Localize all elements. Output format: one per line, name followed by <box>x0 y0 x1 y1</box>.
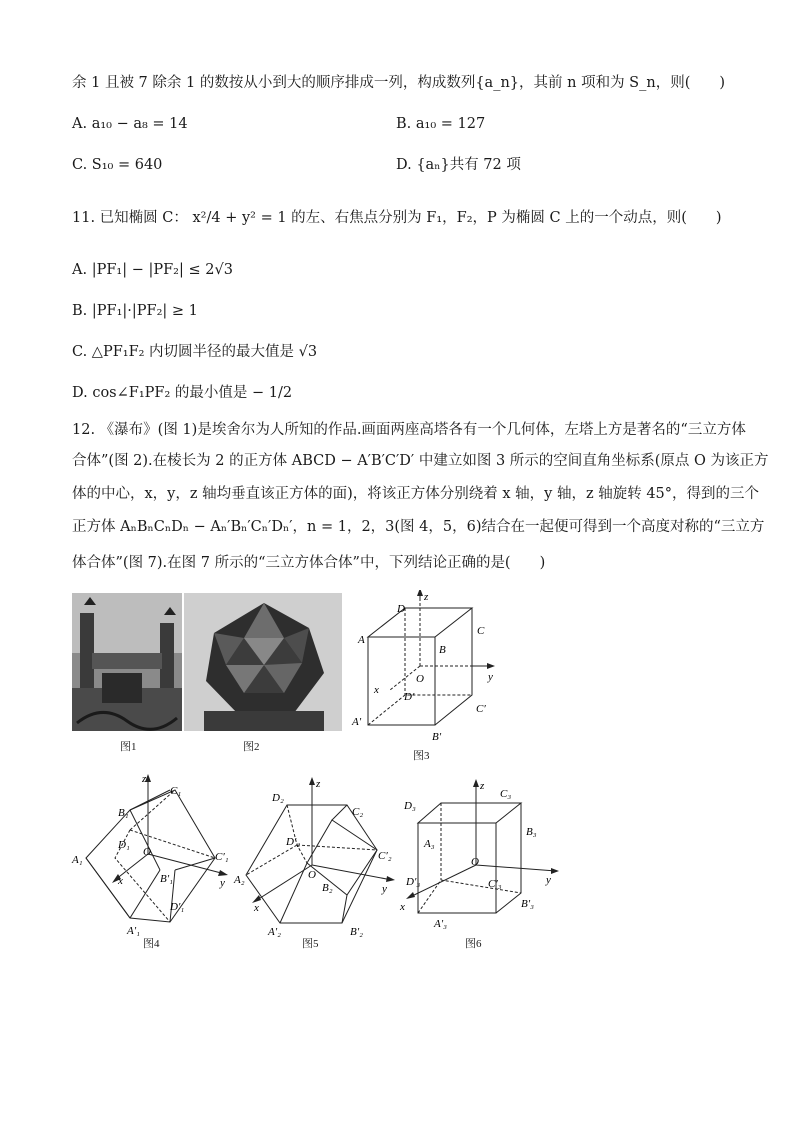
svg-text:C: C <box>477 625 485 637</box>
figure-4-caption: 图4 <box>143 938 160 950</box>
svg-text:A₂: A₂ <box>234 874 245 886</box>
svg-text:B₂: B₂ <box>322 882 333 894</box>
svg-text:C₃: C₃ <box>500 788 512 800</box>
svg-text:C′: C′ <box>476 703 486 715</box>
figure-6-rotated-cube-z <box>396 775 566 940</box>
svg-text:A₁: A₁ <box>72 854 83 866</box>
svg-text:A′₁: A′₁ <box>127 925 140 937</box>
svg-text:x: x <box>254 902 259 914</box>
q12-line-1: 12. 《瀑布》(图 1)是埃舍尔为人所知的作品.画面两座高塔各有一个几何体，左塔上方是著名的“三立方体 <box>72 422 746 438</box>
svg-text:B′₂: B′₂ <box>350 926 363 938</box>
svg-text:x: x <box>118 875 123 887</box>
figure-1-caption: 图1 <box>120 741 137 753</box>
figure-5-rotated-cube-y <box>232 775 402 940</box>
q12-line-3: 体的中心，x，y，z 轴均垂直该正方体的面)，将该正方体分别绕着 x 轴，y 轴，z 轴旋转 45°，得到的三个 <box>72 486 760 502</box>
svg-text:B′₁: B′₁ <box>160 873 173 885</box>
svg-text:A₃: A₃ <box>424 838 435 850</box>
svg-text:C′₃: C′₃ <box>488 878 502 890</box>
figure-6-caption: 图6 <box>465 938 482 950</box>
svg-text:D′₂: D′₂ <box>286 836 301 848</box>
svg-text:y: y <box>220 877 225 889</box>
svg-text:x: x <box>374 684 379 696</box>
figure-2-compound-image <box>184 593 342 731</box>
svg-text:D₂: D₂ <box>272 792 284 804</box>
q11-option-c: C. △PF₁F₂ 内切圆半径的最大值是 √3 <box>72 344 318 360</box>
svg-text:C′₂: C′₂ <box>378 850 392 862</box>
q10-option-c: C. S₁₀ = 640 <box>72 157 163 173</box>
svg-text:z: z <box>316 778 321 790</box>
q10-option-b: B. a₁₀ = 127 <box>396 116 486 132</box>
svg-text:D′₁: D′₁ <box>170 901 185 913</box>
q10-option-a: A. a₁₀ − a₈ = 14 <box>72 116 188 132</box>
svg-text:B₃: B₃ <box>526 826 537 838</box>
figure-1-waterfall-image <box>72 593 182 731</box>
figure-3-caption: 图3 <box>413 750 430 762</box>
svg-text:O: O <box>471 856 479 868</box>
svg-text:C₂: C₂ <box>352 806 364 818</box>
q12-line-2: 合体”(图 2).在棱长为 2 的正方体 ABCD − A′B′C′D′ 中建立如图 3 所示的空间直角坐标系(原点 O 为该正方 <box>72 453 769 469</box>
svg-text:A′₂: A′₂ <box>268 926 281 938</box>
svg-text:A: A <box>358 634 365 646</box>
svg-text:C′₁: C′₁ <box>215 851 229 863</box>
q12-line-4: 正方体 AₙBₙCₙDₙ − Aₙ′Bₙ′Cₙ′Dₙ′，n = 1，2，3(图 4，5，6)结合在一起便可得到一个高度对称的“三立方 <box>72 519 765 535</box>
figure-3-cube-diagram <box>350 590 510 760</box>
svg-text:z: z <box>424 591 429 603</box>
figure-4-rotated-cube-x <box>70 770 240 945</box>
q12-line-5: 体合体”(图 7).在图 7 所示的“三立方体合体”中，下列结论正确的是( ) <box>72 555 546 571</box>
svg-text:B′₃: B′₃ <box>521 898 534 910</box>
q10-stem: 余 1 且被 7 除余 1 的数按从小到大的顺序排成一列，构成数列{a_n}，其前 n 项和为 S_n，则( ) <box>72 75 726 91</box>
svg-text:C₁: C₁ <box>170 785 182 797</box>
svg-text:D: D <box>397 603 405 615</box>
figure-5-caption: 图5 <box>302 938 319 950</box>
q11-option-d: D. cos∠F₁PF₂ 的最小值是 − 1/2 <box>72 385 293 401</box>
q11-option-b: B. |PF₁|·|PF₂| ≥ 1 <box>72 303 198 319</box>
svg-text:x: x <box>400 901 405 913</box>
figure-2-caption: 图2 <box>243 741 260 753</box>
svg-text:A′: A′ <box>352 716 362 728</box>
q10-option-d: D. {aₙ}共有 72 项 <box>396 157 521 173</box>
svg-text:O: O <box>308 869 316 881</box>
svg-text:A′₃: A′₃ <box>434 918 447 930</box>
svg-text:O: O <box>143 846 151 858</box>
svg-text:y: y <box>488 671 493 683</box>
svg-text:B: B <box>439 644 446 656</box>
q11-stem: 11. 已知椭圆 C： x²/4 + y² = 1 的左、右焦点分别为 F₁，F₂，P 为椭圆 C 上的一个动点，则( ) <box>72 210 722 226</box>
svg-text:D′: D′ <box>404 691 415 703</box>
svg-text:D₃: D₃ <box>404 800 416 812</box>
svg-text:B′: B′ <box>432 731 442 743</box>
svg-text:y: y <box>382 883 387 895</box>
svg-text:O: O <box>416 673 424 685</box>
svg-text:z: z <box>480 780 485 792</box>
svg-text:B₁: B₁ <box>118 807 129 819</box>
svg-text:z: z <box>142 773 147 785</box>
svg-text:D₁: D₁ <box>118 839 130 851</box>
svg-text:y: y <box>546 874 551 886</box>
q11-option-a: A. |PF₁| − |PF₂| ≤ 2√3 <box>72 262 233 278</box>
svg-text:D′₃: D′₃ <box>406 876 421 888</box>
